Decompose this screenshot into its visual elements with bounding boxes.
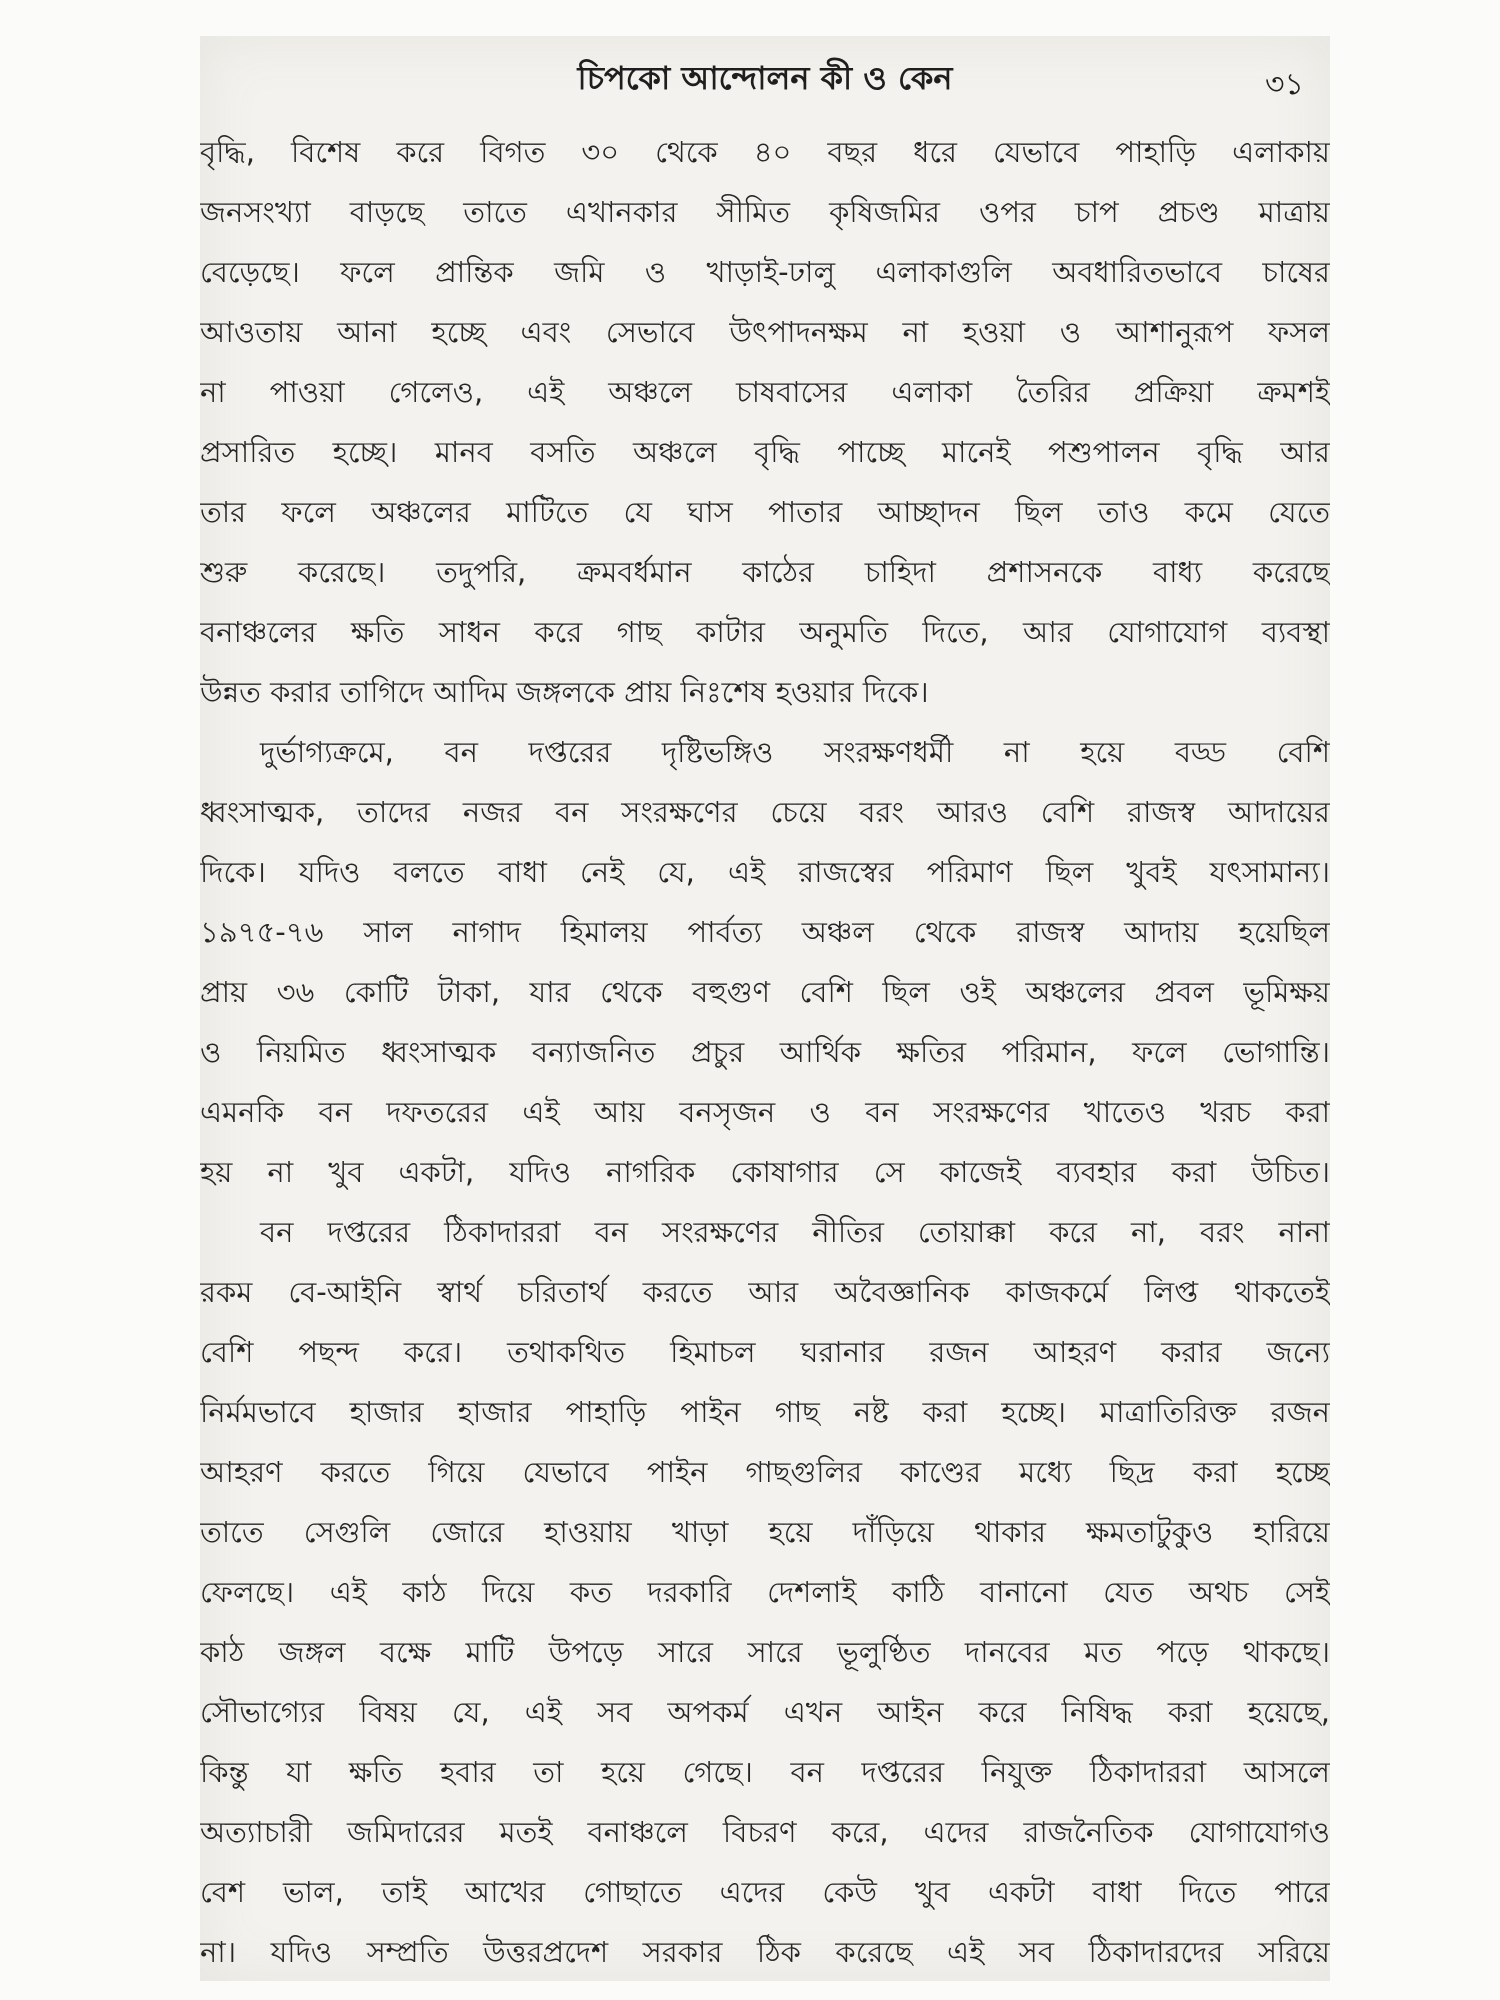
text-line: বেশি পছন্দ করে। তথাকথিত হিমাচল ঘরানার রজন আহরণ করার জন্যে [200,1335,1330,1369]
page-number: ৩১ [1265,67,1304,102]
paragraph-end-line: হয় না খুব একটা, যদিও নাগরিক কোষাগার সে কাজেই ব্যবহার করা উচিত। [200,1155,1330,1189]
text-line: প্রসারিত হচ্ছে। মানব বসতি অঞ্চলে বৃদ্ধি পাচ্ছে মানেই পশুপালন বৃদ্ধি আর [200,435,1330,469]
text-line: তাতে সেগুলি জোরে হাওয়ায় খাড়া হয়ে দাঁড়িয়ে থাকার ক্ষমতাটুকুও হারিয়ে [200,1515,1330,1549]
text-line: ফেলছে। এই কাঠ দিয়ে কত দরকারি দেশলাই কাঠি বানানো যেত অথচ সেই [200,1575,1330,1609]
text-line: ১৯৭৫-৭৬ সাল নাগাদ হিমালয় পার্বত্য অঞ্চল থেকে রাজস্ব আদায় হয়েছিল [200,915,1330,949]
text-line: সৌভাগ্যের বিষয় যে, এই সব অপকর্ম এখন আইন করে নিষিদ্ধ করা হয়েছে, [200,1695,1330,1729]
text-line: বৃদ্ধি, বিশেষ করে বিগত ৩০ থেকে ৪০ বছর ধরে যেভাবে পাহাড়ি এলাকায় [200,135,1330,169]
text-line: ও নিয়মিত ধ্বংসাত্মক বন্যাজনিত প্রচুর আর্থিক ক্ষতির পরিমান, ফলে ভোগান্তি। [200,1035,1330,1069]
text-line: কিন্তু যা ক্ষতি হবার তা হয়ে গেছে। বন দপ্তরের নিযুক্ত ঠিকাদাররা আসলে [200,1755,1330,1789]
text-line: দিকে। যদিও বলতে বাধা নেই যে, এই রাজস্বের পরিমাণ ছিল খুবই যৎসামান্য। [200,855,1330,889]
text-line: আওতায় আনা হচ্ছে এবং সেভাবে উৎপাদনক্ষম না হওয়া ও আশানুরূপ ফসল [200,315,1330,349]
paragraph-start-line: দুর্ভাগ্যক্রমে, বন দপ্তরের দৃষ্টিভঙ্গিও সংরক্ষণধর্মী না হয়ে বড্ড বেশি [260,735,1330,769]
text-line: এমনকি বন দফতরের এই আয় বনসৃজন ও বন সংরক্ষণের খাতেও খরচ করা [200,1095,1330,1129]
text-line: নির্মমভাবে হাজার হাজার পাহাড়ি পাইন গাছ নষ্ট করা হচ্ছে। মাত্রাতিরিক্ত রজন [200,1395,1330,1429]
book-page [200,36,1330,1981]
text-line: ধ্বংসাত্মক, তাদের নজর বন সংরক্ষণের চেয়ে বরং আরও বেশি রাজস্ব আদায়ের [200,795,1330,829]
text-line: না। যদিও সম্প্রতি উত্তরপ্রদেশ সরকার ঠিক করেছে এই সব ঠিকাদারদের সরিয়ে [200,1935,1330,1969]
paragraph-end-line: উন্নত করার তাগিদে আদিম জঙ্গলকে প্রায় নিঃশেষ হওয়ার দিকে। [200,675,929,709]
text-line: বেড়েছে। ফলে প্রান্তিক জমি ও খাড়াই-ঢালু এলাকাগুলি অবধারিতভাবে চাষের [200,255,1330,289]
text-line: প্রায় ৩৬ কোটি টাকা, যার থেকে বহুগুণ বেশি ছিল ওই অঞ্চলের প্রবল ভূমিক্ষয় [200,975,1330,1009]
text-line: কাঠ জঙ্গল বক্ষে মাটি উপড়ে সারে সারে ভূলুণ্ঠিত দানবের মত পড়ে থাকছে। [200,1635,1330,1669]
text-line: জনসংখ্যা বাড়ছে তাতে এখানকার সীমিত কৃষিজমির ওপর চাপ প্রচণ্ড মাত্রায় [200,195,1330,229]
text-line: না পাওয়া গেলেও, এই অঞ্চলে চাষবাসের এলাকা তৈরির প্রক্রিয়া ক্রমশই [200,375,1330,409]
text-line: বেশ ভাল, তাই আখের গোছাতে এদের কেউ খুব একটা বাধা দিতে পারে [200,1875,1330,1909]
body-text [200,122,1330,1982]
running-head-title: চিপকো আন্দোলন কী ও কেন [577,59,953,97]
paragraph-start-line: বন দপ্তরের ঠিকাদাররা বন সংরক্ষণের নীতির তোয়াক্কা করে না, বরং নানা [260,1215,1330,1249]
text-line: অত্যাচারী জমিদারের মতই বনাঞ্চলে বিচরণ করে, এদের রাজনৈতিক যোগাযোগও [200,1815,1330,1849]
text-line: বনাঞ্চলের ক্ষতি সাধন করে গাছ কাটার অনুমতি দিতে, আর যোগাযোগ ব্যবস্থা [200,615,1330,649]
text-line: রকম বে-আইনি স্বার্থ চরিতার্থ করতে আর অবৈজ্ঞানিক কাজকর্মে লিপ্ত থাকতেই [200,1275,1330,1309]
text-line: তার ফলে অঞ্চলের মাটিতে যে ঘাস পাতার আচ্ছাদন ছিল তাও কমে যেতে [200,495,1330,529]
text-line: শুরু করেছে। তদুপরি, ক্রমবর্ধমান কাঠের চাহিদা প্রশাসনকে বাধ্য করেছে [200,555,1330,589]
text-line: আহরণ করতে গিয়ে যেভাবে পাইন গাছগুলির কাণ্ডের মধ্যে ছিদ্র করা হচ্ছে [200,1455,1330,1489]
